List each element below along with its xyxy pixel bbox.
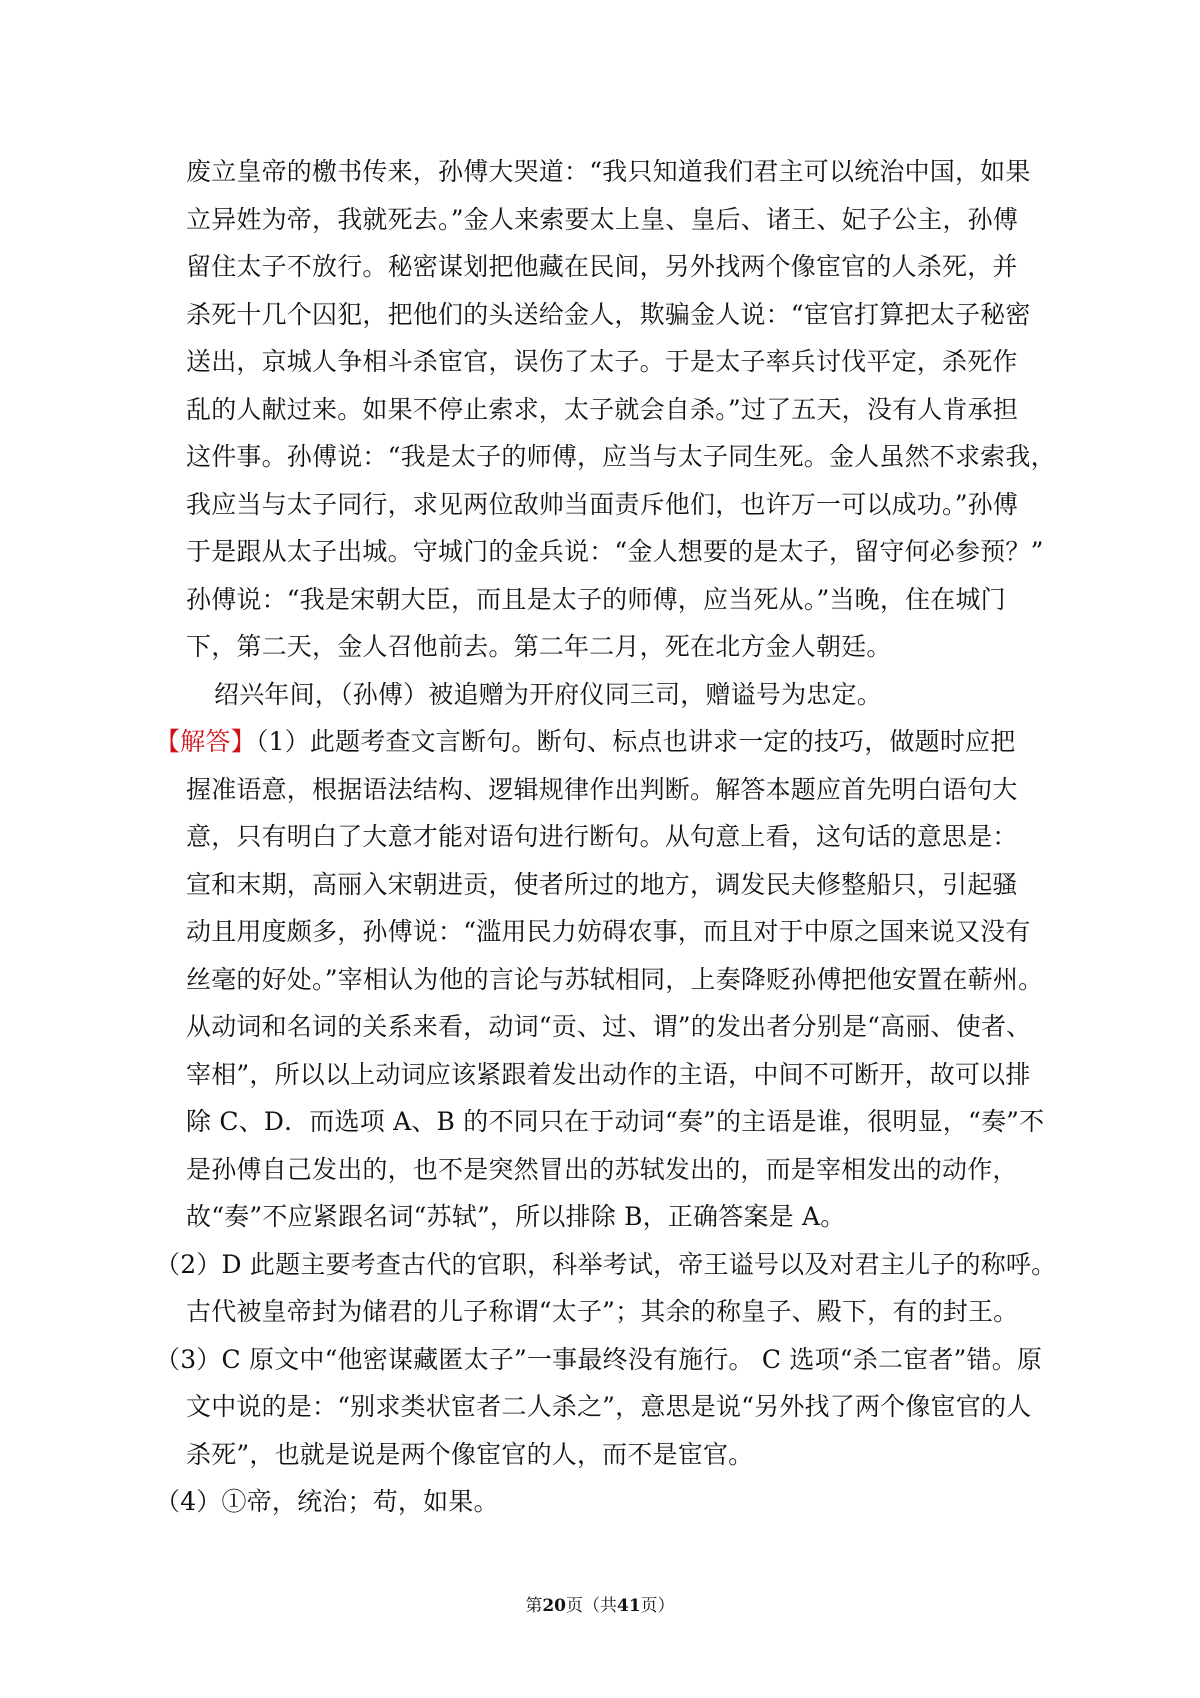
answer-header-line (155, 718, 1031, 766)
answer-line: 意，只有明白了大意才能对语句进行断句。从句意上看，这句话的意思是： (186, 822, 1018, 851)
translation-line: 下，第二天，金人召他前去。第二年二月，死在北方金人朝廷。 (186, 632, 892, 661)
translation-line: 于是跟从太子出城。守城门的金兵说：“金人想要的是太子，留守何必参预？” (186, 537, 1044, 566)
translation-block (186, 148, 1056, 718)
document-body (155, 148, 1057, 1526)
answer-line: 宰相”，所以以上动词应该紧跟着发出动作的主语，中间不可断开，故可以排 (186, 1059, 1031, 1089)
footer-page-number: 20 (542, 1596, 566, 1616)
translation-line: 乱的人献过来。如果不停止索求，太子就会自杀。”过了五天，没有人肯承担 (186, 394, 1019, 424)
answer-line: 文中说的是：“别求类状宦者二人杀之”，意思是说“另外找了两个像宦官的人 (186, 1392, 1032, 1421)
footer-prefix: 第 (525, 1596, 543, 1616)
answer-label: 【解答】 (155, 727, 256, 756)
answer-line: 丝毫的好处。”宰相认为他的言论与苏轼相同，上奏降贬孙傅把他安置在蕲州。 (186, 964, 1044, 994)
answer-line: 握准语意，根据语法结构、逻辑规律作出判断。解答本题应首先明白语句大 (186, 774, 1018, 804)
footer-suffix: 页） (640, 1596, 675, 1616)
answer-block (155, 718, 1057, 1526)
translation-line: 废立皇帝的檄书传来，孙傅大哭道：“我只知道我们君主可以统治中国，如果 (186, 157, 1031, 186)
translation-line: 杀死十几个囚犯，把他们的头送给金人，欺骗金人说：“宦官打算把太子秘密 (186, 299, 1031, 329)
answer-line: 是孙傅自己发出的，也不是突然冒出的苏轼发出的，而是宰相发出的动作， (186, 1154, 1018, 1184)
answer-part-3: （3）C 原文中“他密谋藏匿太子”一事最终没有施行。 C 选项“杀二宦者”错。原 (155, 1344, 1043, 1374)
answer-line: 古代被皇帝封为储君的儿子称谓“太子”；其余的称皇子、殿下，有的封王。 (186, 1297, 1019, 1326)
translation-line: 立异姓为帝，我就死去。”金人来索要太上皇、皇后、诸王、妃子公主，孙傅 (186, 204, 1019, 234)
translation-line: 孙傅说：“我是宋朝大臣，而且是太子的师傅，应当死从。”当晚，住在城门 (186, 584, 1006, 614)
answer-line: 从动词和名词的关系来看，动词“贡、过、谓”的发出者分别是“高丽、使者、 (186, 1012, 1032, 1041)
footer-mid: 页（共 (566, 1596, 617, 1616)
footer-total-pages: 41 (617, 1596, 641, 1616)
translation-line: 绍兴年间，（孙傅）被追赠为开府仪同三司，赠谥号为忠定。 (214, 679, 882, 709)
answer-part-1-first: （1）此题考查文言断句。断句、标点也讲求一定的技巧，做题时应把 (255, 727, 1016, 756)
translation-line: 送出，京城人争相斗杀宦官，误伤了太子。于是太子率兵讨伐平定，杀死作 (186, 347, 1018, 376)
answer-line: 故“奏”不应紧跟名词“苏轼”，所以排除 B，正确答案是 A。 (186, 1202, 846, 1231)
page-footer (0, 1594, 1200, 1618)
translation-line: 留住太子不放行。秘密谋划把他藏在民间，另外找两个像宦官的人杀死，并 (186, 252, 1018, 281)
answer-part-2: （2）D 此题主要考查古代的官职，科举考试，帝王谥号以及对君主儿子的称呼。 (155, 1249, 1057, 1279)
answer-line: 除 C、D．而选项 A、B 的不同只在于动词“奏”的主语是谁，很明显，“奏”不 (186, 1107, 1045, 1136)
translation-line: 我应当与太子同行，求见两位敌帅当面责斥他们，也许万一可以成功。”孙傅 (186, 489, 1019, 519)
translation-line: 这件事。孙傅说：“我是太子的师傅，应当与太子同生死。金人虽然不求索我， (186, 442, 1056, 471)
answer-line: 宣和末期，高丽入宋朝进贡，使者所过的地方，调发民夫修整船只，引起骚 (186, 869, 1018, 899)
answer-line: 动且用度颇多，孙傅说：“滥用民力妨碍农事，而且对于中原之国来说又没有 (186, 917, 1031, 946)
answer-line: 杀死”，也就是说是两个像宦官的人，而不是宦官。 (186, 1439, 754, 1469)
answer-part-4: （4）①帝，统治；苟，如果。 (155, 1487, 499, 1516)
